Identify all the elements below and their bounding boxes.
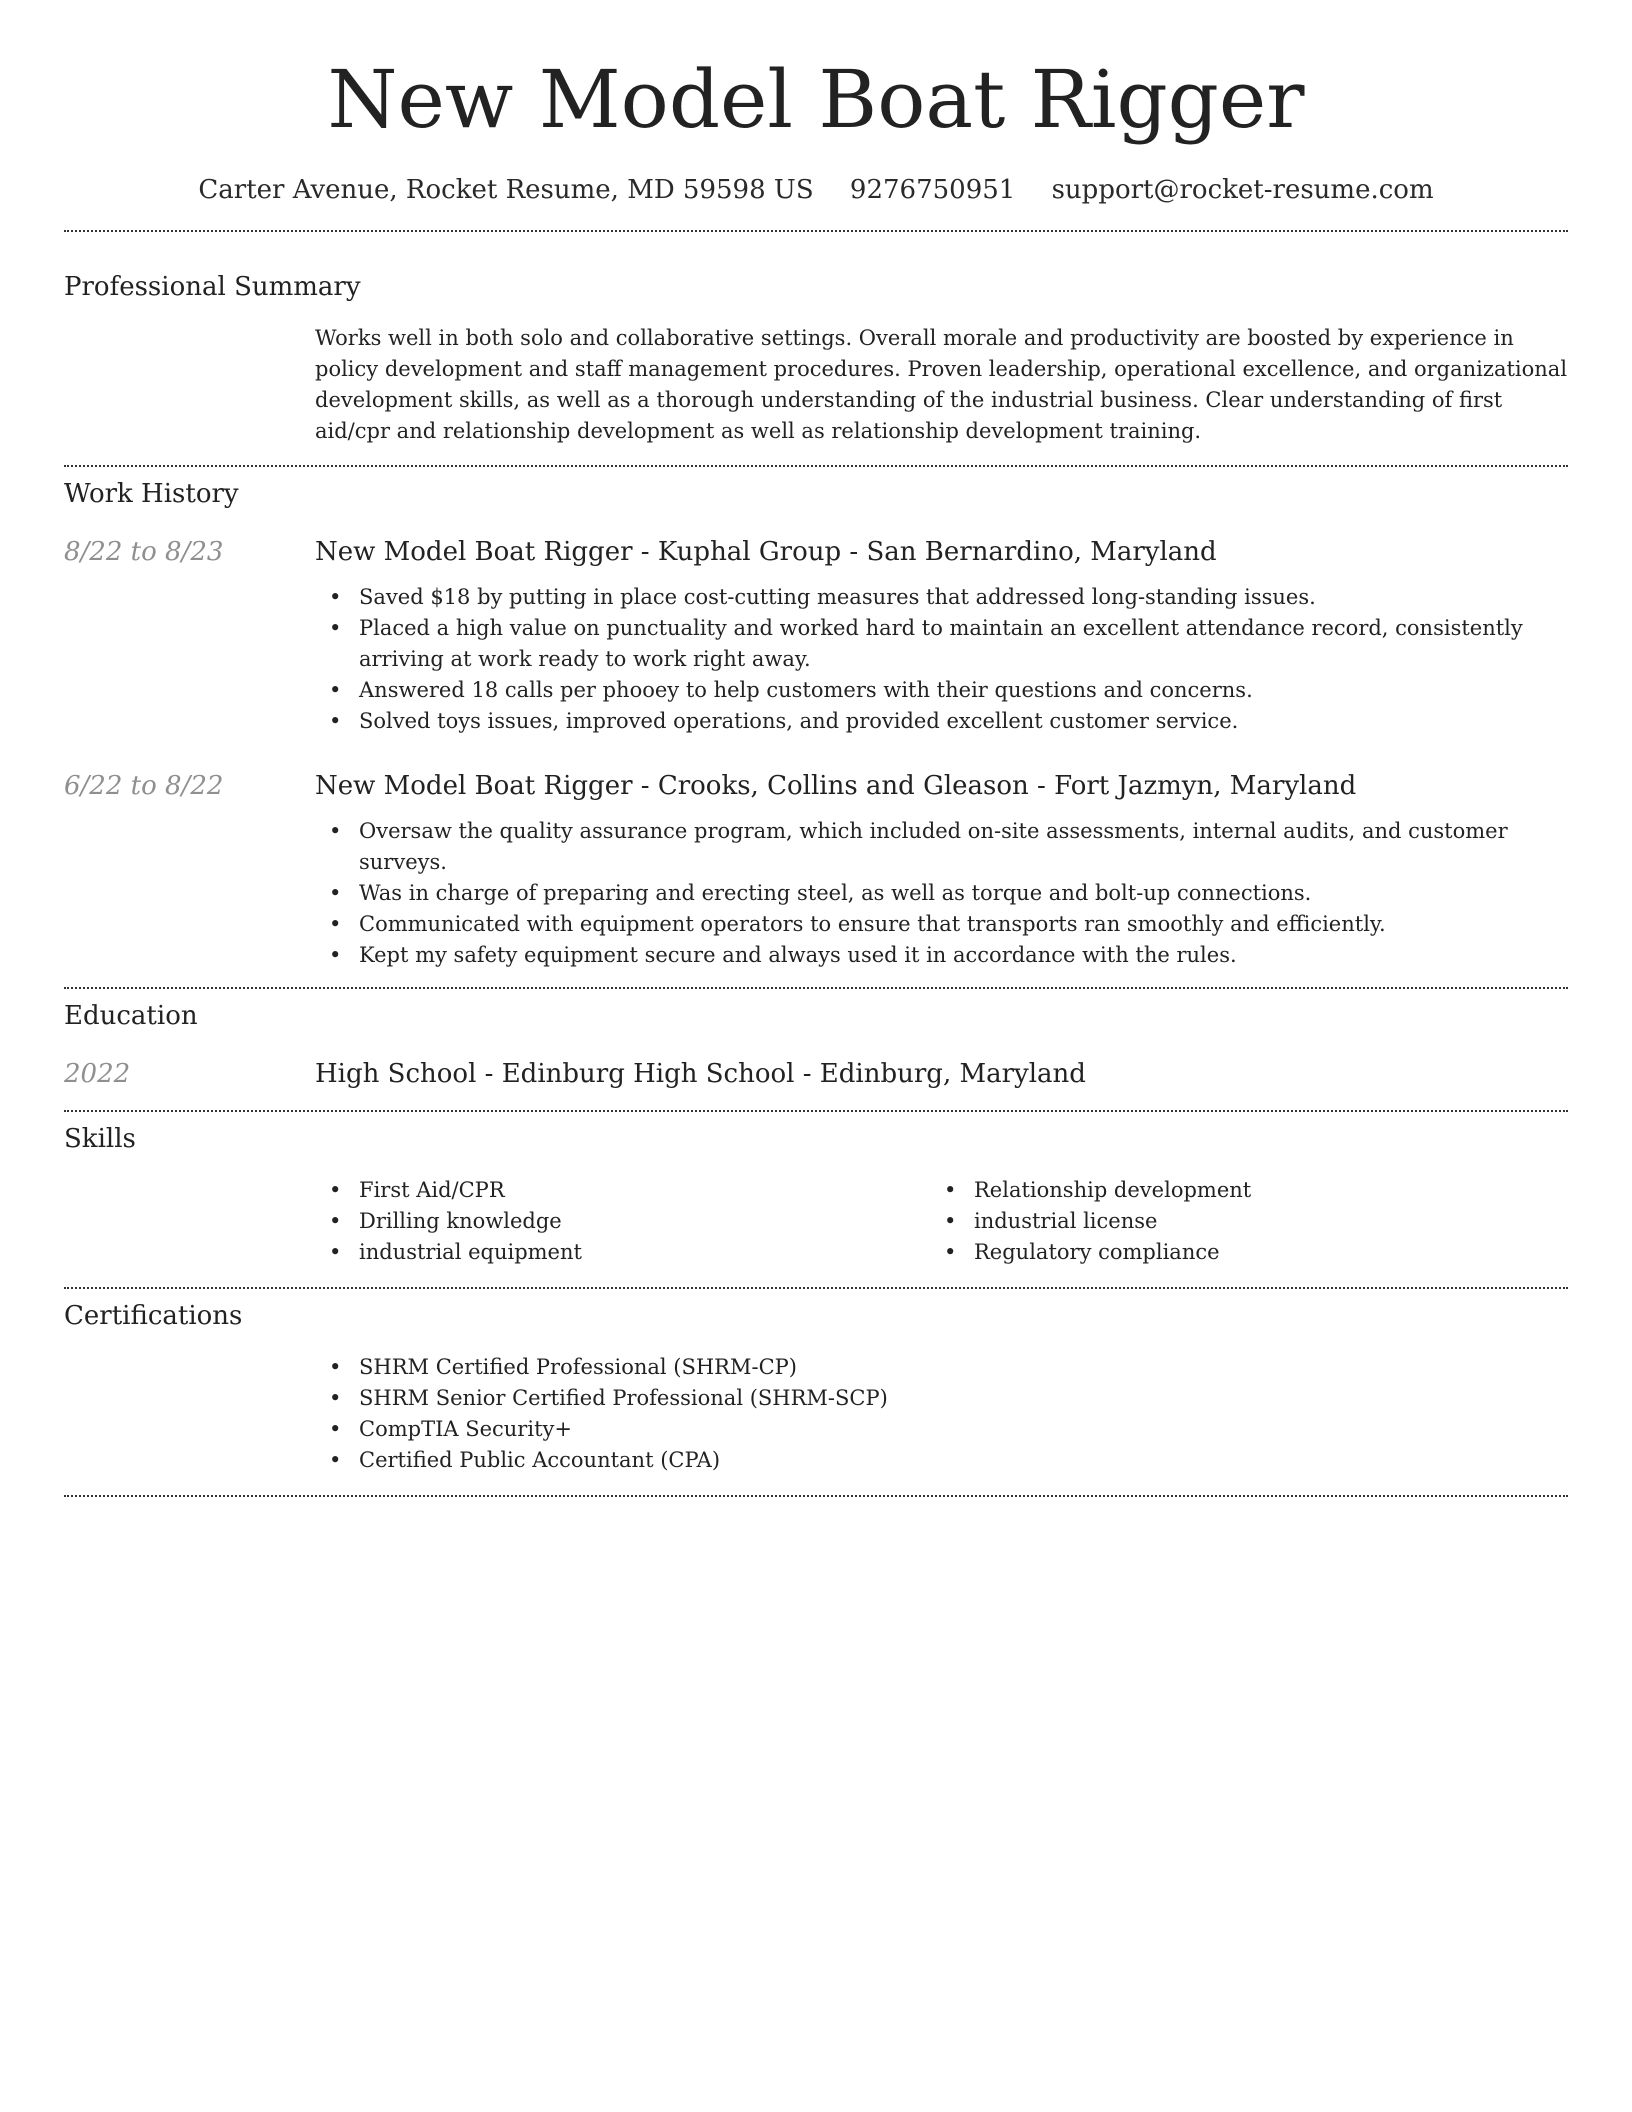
section-title-education: Education	[64, 1001, 198, 1031]
certification-item: • SHRM Senior Certified Professional (SHRM-SCP)	[315, 1383, 1568, 1414]
summary-text: Works well in both solo and collaborative settings. Overall morale and productivity are boosted by experience in policy development and staff management procedures. Proven leadership, operational excellence, and organizational development skills, as well as a thorough understanding of the industrial business. Clear understanding of first aid/cpr and relationship development as well as relationship development training.	[315, 326, 1568, 443]
job-entry	[64, 769, 1568, 971]
certification-item: • CompTIA Security+	[315, 1414, 1568, 1445]
list-item: • Kept my safety equipment secure and always used it in accordance with the rules.	[315, 940, 1568, 971]
list-item: • Answered 18 calls per phooey to help customers with their questions and concerns.	[315, 675, 1568, 706]
education-entry	[64, 1057, 1568, 1091]
job-dates: 8/22 to 8/23	[64, 537, 224, 567]
skill-item: • Relationship development	[930, 1175, 1545, 1206]
list-item: • Placed a high value on punctuality and worked hard to maintain an excellent attendance record, consistently arriving at work ready to work right away.	[315, 613, 1568, 675]
skills-column-1	[315, 1175, 930, 1268]
list-item: • Was in charge of preparing and erecting steel, as well as torque and bolt-up connections.	[315, 878, 1568, 909]
section-title-summary: Professional Summary	[64, 272, 361, 302]
job-heading: New Model Boat Rigger - Kuphal Group - San Bernardino, Maryland	[315, 537, 1217, 567]
job-bullets	[315, 582, 1568, 737]
summary-section	[64, 270, 1568, 447]
section-title-skills: Skills	[64, 1124, 136, 1154]
section-title-certifications: Certifications	[64, 1301, 243, 1331]
resume-page	[64, 0, 1568, 1497]
skill-item: • Drilling knowledge	[315, 1206, 930, 1237]
certifications-section	[64, 1299, 1568, 1476]
skills-section	[64, 1122, 1568, 1268]
skill-item: • First Aid/CPR	[315, 1175, 930, 1206]
resume-name: New Model Boat Rigger	[327, 53, 1305, 146]
job-heading: New Model Boat Rigger - Crooks, Collins and Gleason - Fort Jazmyn, Maryland	[315, 771, 1357, 801]
job-entry	[64, 535, 1568, 737]
divider	[64, 1110, 1568, 1112]
list-item: • Oversaw the quality assurance program, which included on-site assessments, internal audits, and customer surveys.	[315, 816, 1568, 878]
education-heading: High School - Edinburg High School - Edinburg, Maryland	[315, 1059, 1086, 1089]
skills-column-2	[930, 1175, 1545, 1268]
certifications-list	[315, 1352, 1568, 1476]
skill-item: • industrial equipment	[315, 1237, 930, 1268]
contact-phone: 9276750951	[849, 175, 1016, 205]
divider	[64, 1495, 1568, 1497]
divider	[64, 465, 1568, 467]
contact-line	[64, 172, 1568, 208]
skill-item: • industrial license	[930, 1206, 1545, 1237]
job-dates: 6/22 to 8/22	[64, 771, 224, 801]
divider	[64, 230, 1568, 232]
list-item: • Saved $18 by putting in place cost-cutting measures that addressed long-standing issues.	[315, 582, 1568, 613]
divider	[64, 1287, 1568, 1289]
work-history-section	[64, 477, 1568, 971]
contact-address: Carter Avenue, Rocket Resume, MD 59598 US	[198, 175, 814, 205]
job-bullets	[315, 816, 1568, 971]
skill-item: • Regulatory compliance	[930, 1237, 1545, 1268]
contact-email: support@rocket-resume.com	[1051, 175, 1434, 205]
education-year: 2022	[64, 1059, 131, 1089]
certification-item: • Certified Public Accountant (CPA)	[315, 1445, 1568, 1476]
education-section	[64, 999, 1568, 1091]
certification-item: • SHRM Certified Professional (SHRM-CP)	[315, 1352, 1568, 1383]
list-item: • Solved toys issues, improved operations, and provided excellent customer service.	[315, 706, 1568, 737]
list-item: • Communicated with equipment operators to ensure that transports ran smoothly and efficiently.	[315, 909, 1568, 940]
section-title-work: Work History	[64, 479, 239, 509]
divider	[64, 987, 1568, 989]
